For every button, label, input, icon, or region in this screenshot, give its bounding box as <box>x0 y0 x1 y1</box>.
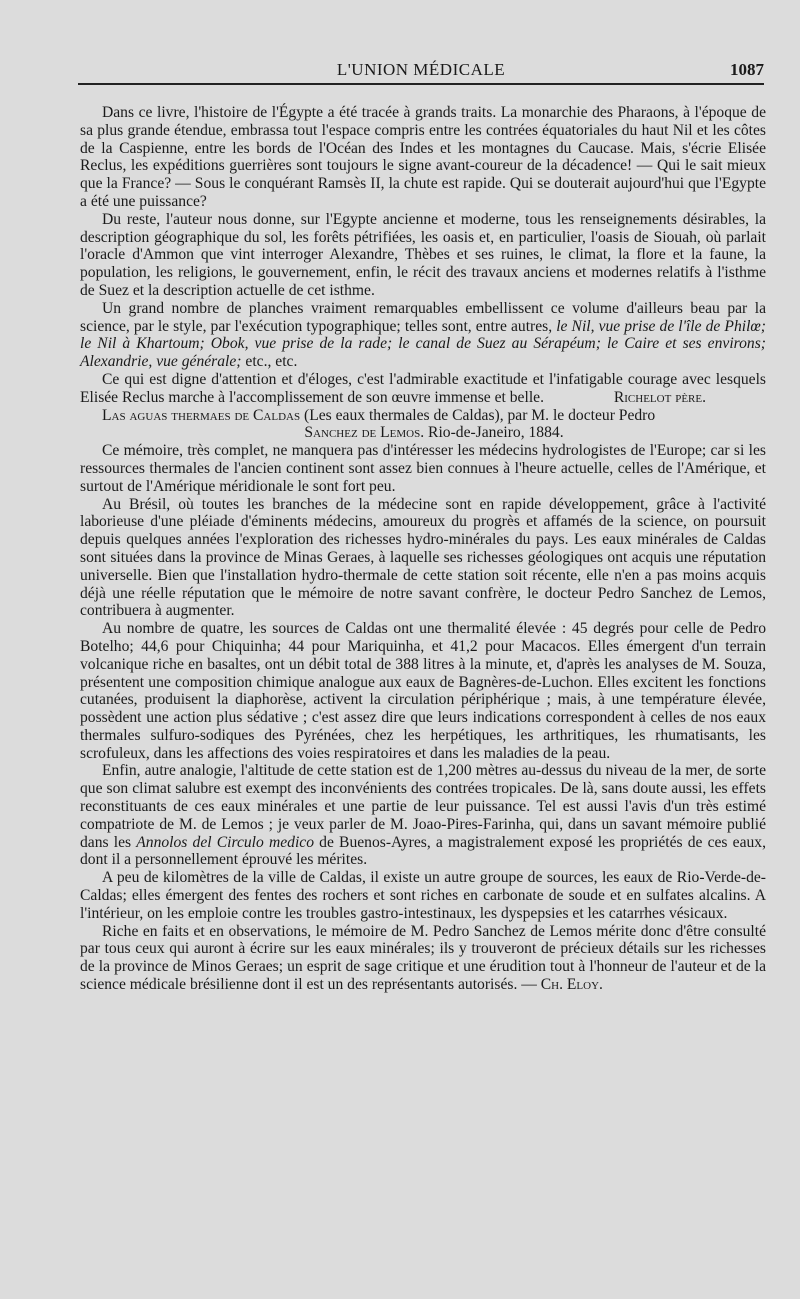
paragraph: Au nombre de quatre, les sources de Caldas ont une thermalité élevée : 45 degrés pour celle de Pedro Botelho; 44,6 pour Chiquinha; 44 pour Mariquinha, et 41,2 pour Macacos. Elles émergent d'un terrain volcanique riche en basaltes, ont un débit total de 388 litres à la minute, et, d'après les analyses de M. Souza, présentent une composition chimique analogue aux eaux de Bagnères-de-Luchon. Elles excitent les fonctions cutanées, produisent la diaphorèse, activent la circulation périphérique ; mais, à une température élevée, possèdent une action plus sédative ; c'est assez dire que leurs indications correspondent à celles de nos eaux thermales sulfuro-sodiques des Pyrénées, chez les herpétiques, les arthritiques, les rhumatisants, les scrofuleux, dans les affections des voies respiratoires et dans les maladies de la peau. <box>80 620 766 762</box>
paragraph <box>80 762 766 869</box>
paragraph-text: Enfin, autre analogie, l'altitude de cette station est de 1,200 mètres au-dessus du niveau de la mer, de sorte que son climat salubre est exempt des inconvénients des contrées tropicales. De là, sans doute aussi, les effets reconstituants de ces eaux minérales et une partie de leur puissance. Tel est aussi l'avis d'un très estimé compatriote de M. de Lemos ; je veux parler de M. Joao-Pires-Farinha, qui, dans un savant mémoire publié dans les <box>80 762 766 851</box>
plates-list: le Nil, vue prise de l'île de Philœ; le Nil à Khartoum; Obok, vue prise de la rade; le canal de Suez au Sérapéum; le Caire et ses environs; Alexandrie, vue générale; <box>80 317 766 371</box>
paragraph <box>80 300 766 371</box>
paragraph-text: de Buenos-Ayres, a magistralement exposé les propriétés de ces eaux, dont il a personnellement éprouvé les mérites. <box>80 833 766 869</box>
review-publication: Rio-de-Janeiro, 1884. <box>428 424 564 442</box>
journal-title: L'UNION MÉDICALE <box>336 60 506 79</box>
paragraph: Au Brésil, où toutes les branches de la médecine sont en rapide développement, grâce à l'activité laborieuse d'une pléiade d'éminents médecins, amoureux du progrès et affamés de la science, on poursuit depuis quelques années l'exploration des richesses hydro-minérales du pays. Les eaux minérales de Caldas sont situées dans la province de Minas Geraes, à laquelle ses richesses géologiques ont acquis une réputation universelle. Bien que l'installation hydro-thermale de cette station soit récente, elle n'en a pas moins acquis déjà une réelle réputation que le mémoire de notre savant confrère, le docteur Pedro Sanchez de Lemos, contribuera à augmenter. <box>80 495 766 620</box>
paragraph-text: Ce qui est digne d'attention et d'éloges, c'est l'admirable exactitude et l'infatigable courage avec lesquels Elisée Reclus marche à l'accomplissement de son œuvre immense et belle. <box>80 370 766 406</box>
review-heading-line2 <box>80 424 766 442</box>
paragraph: Du reste, l'auteur nous donne, sur l'Egypte ancienne et moderne, tous les renseignements désirables, la description géographique du sol, les forêts pétrifiées, les oasis et, en particulier, l'oasis de Siouah, où parlait l'oracle d'Ammon que vint interroger Alexandre, Thèbes et ses ruines, le climat, la flore et la faune, la population, les religions, le gouvernement, enfin, le récit des travaux anciens et modernes relatifs à l'isthme de Suez et la description actuelle de cet isthme. <box>80 210 766 299</box>
review-heading <box>80 407 766 443</box>
review-title: Las aguas thermaes de Caldas <box>102 406 301 424</box>
review-author: Sanchez de Lemos. <box>304 424 425 442</box>
paragraph-text: Un grand nombre de planches vraiment remarquables embellissent ce volume d'ailleurs beau par la science, par le style, par l'exécution typographique; telles sont, entre autres, <box>80 299 766 335</box>
paragraph-text: etc., etc. <box>245 353 298 371</box>
review-subtitle: (Les eaux thermales de Caldas), par M. le docteur Pedro <box>304 406 656 424</box>
author-signature: Richelot père. <box>613 388 706 406</box>
page-body <box>80 104 766 994</box>
paragraph-text: Riche en faits et en observations, le mémoire de M. Pedro Sanchez de Lemos mérite donc d'être consulté par tous ceux qui auront à écrire sur les eaux minérales; ils y trouveront de précieux détails sur les richesses de la province de Minos Geraes; un esprit de sage critique et une érudition tout à l'honneur de l'auteur et de la science médicale brésilienne dont il est un des représentants autorisés. — <box>80 922 766 994</box>
paragraph: A peu de kilomètres de la ville de Caldas, il existe un autre groupe de sources, les eaux de Rio-Verde-de-Caldas; elles émergent des fentes des rochers et sont riches en carbonate de soude et en sulfates alcalins. A l'intérieur, on les emploie contre les troubles gastro-intestinaux, les dyspepsies et les catarrhes vésicaux. <box>80 869 766 922</box>
page-header <box>78 58 764 88</box>
paragraph: Ce mémoire, très complet, ne manquera pas d'intéresser les médecins hydrologistes de l'Europe; car si les ressources thermales de l'ancien continent sont assez bien connues à l'heure actuelle, celles de l'Amérique, et surtout de l'Amérique méridionale le sont fort peu. <box>80 442 766 495</box>
header-rule <box>78 83 764 85</box>
paragraph <box>80 923 766 994</box>
paragraph: Dans ce livre, l'histoire de l'Égypte a été tracée à grands traits. La monarchie des Pharaons, à l'époque de sa plus grande étendue, embrassa tout l'espace compris entre les contrées équatoriales du haut Nil et les côtes de la Caspienne, entre les bords de l'Océan des Indes et les montagnes du Caucase. Mais, s'écrie Elisée Reclus, les expéditions guerrières sont toujours le signe avant-coureur de la décadence! — Qui le sait mieux que la France? — Sous le conquérant Ramsès II, la chute est rapide. Qui se douterait aujourd'hui que l'Egypte a été une puissance? <box>80 104 766 210</box>
journal-reference: Annolos del Circulo medico <box>136 833 314 851</box>
page-number: 1087 <box>730 60 764 79</box>
review-signature: Ch. Eloy. <box>540 976 603 994</box>
paragraph <box>80 371 766 407</box>
